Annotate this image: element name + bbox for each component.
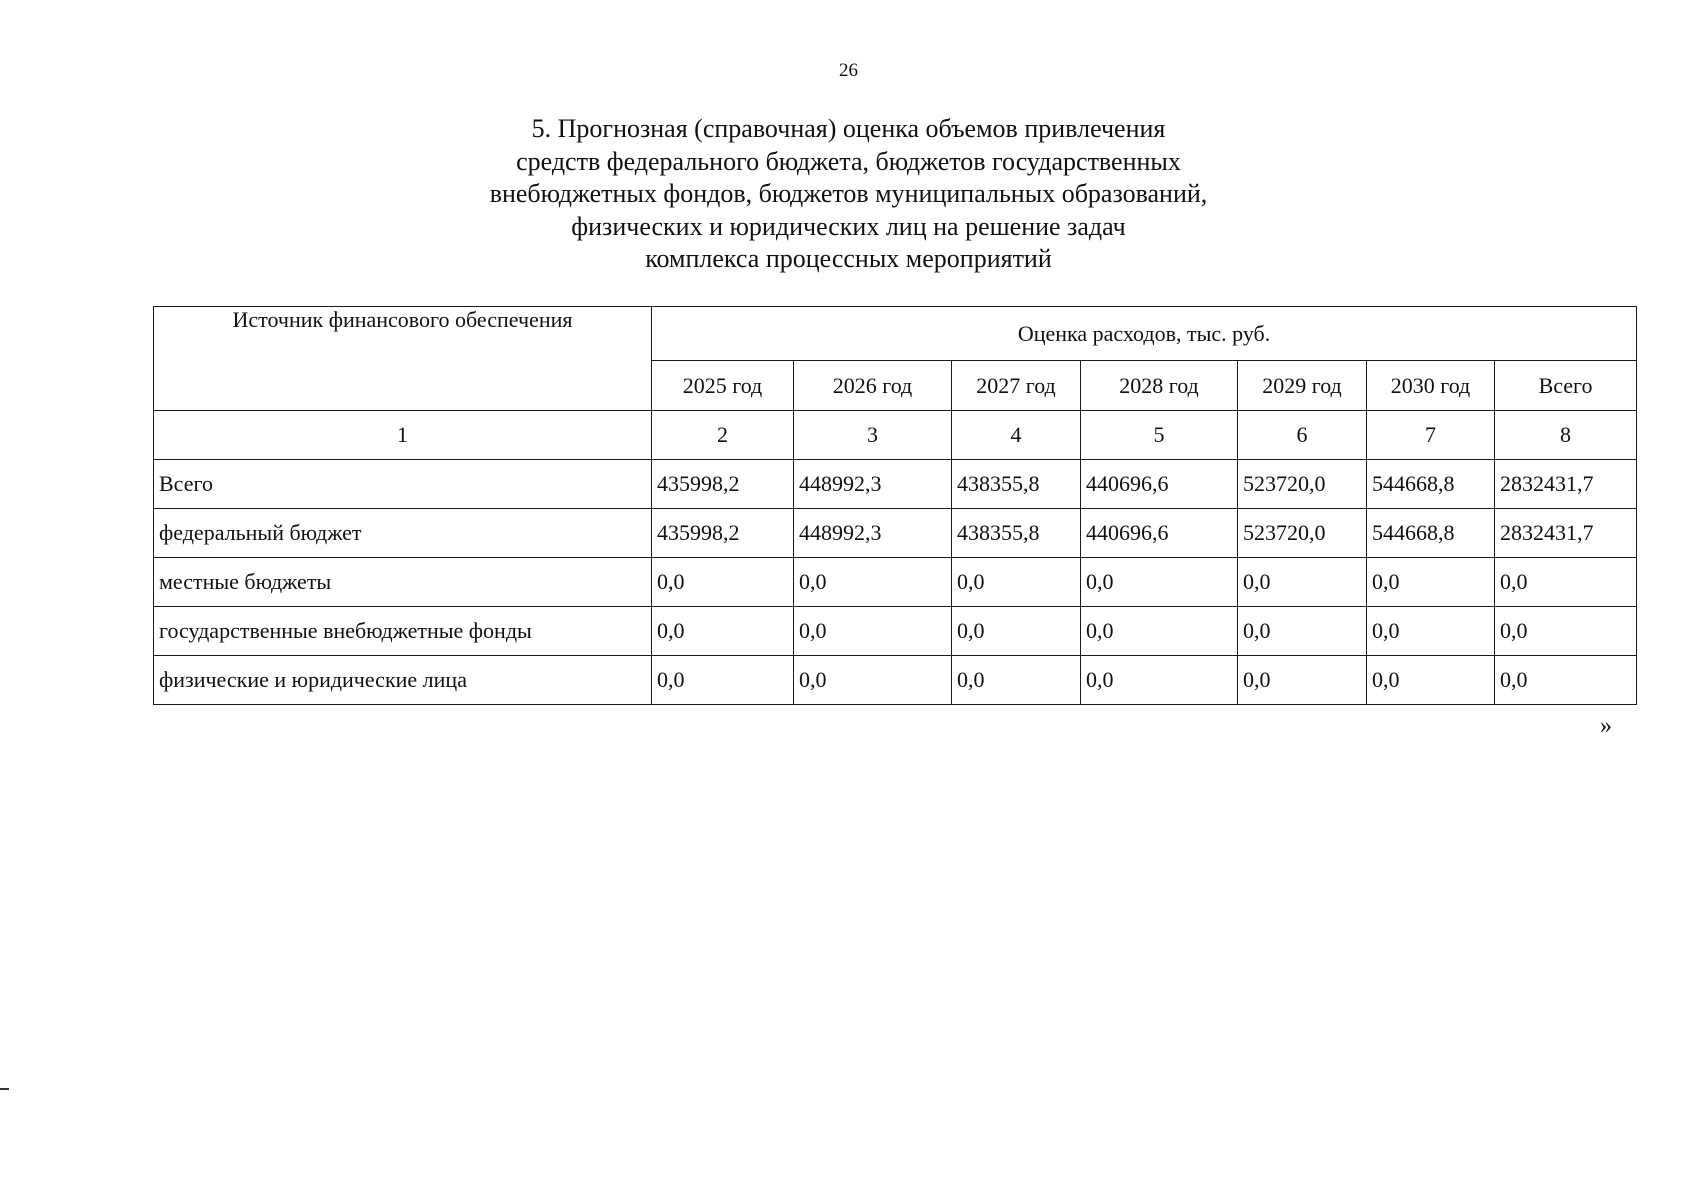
estimate-column-header: Оценка расходов, тыс. руб. xyxy=(652,307,1637,361)
title-line: внебюджетных фондов, бюджетов муниципальных образований, xyxy=(489,179,1208,208)
total-cell: 0,0 xyxy=(1495,558,1637,607)
total-cell: 0,0 xyxy=(1495,656,1637,705)
header-row xyxy=(154,307,1637,361)
source-cell: местные бюджеты xyxy=(154,558,652,607)
year-header: 2029 год xyxy=(1238,361,1367,411)
value-cell: 0,0 xyxy=(1238,558,1367,607)
value-cell: 0,0 xyxy=(794,558,952,607)
value-cell: 523720,0 xyxy=(1238,460,1367,509)
value-cell: 0,0 xyxy=(1367,656,1495,705)
value-cell: 0,0 xyxy=(1081,607,1238,656)
title-line: 5. Прогнозная (справочная) оценка объемов привлечения xyxy=(531,114,1166,143)
value-cell: 544668,8 xyxy=(1367,460,1495,509)
source-column-header: Источник финансового обеспечения xyxy=(154,307,652,411)
source-cell: федеральный бюджет xyxy=(154,509,652,558)
page-number: 26 xyxy=(839,60,858,81)
table-row xyxy=(154,607,1637,656)
value-cell: 0,0 xyxy=(652,558,794,607)
value-cell: 438355,8 xyxy=(952,460,1081,509)
title-line: комплекса процессных мероприятий xyxy=(645,244,1052,273)
value-cell: 0,0 xyxy=(952,656,1081,705)
column-number: 3 xyxy=(794,411,952,460)
column-number-row xyxy=(154,411,1637,460)
column-number: 2 xyxy=(652,411,794,460)
column-number: 1 xyxy=(154,411,652,460)
value-cell: 0,0 xyxy=(1081,656,1238,705)
year-header: 2030 год xyxy=(1367,361,1495,411)
value-cell: 438355,8 xyxy=(952,509,1081,558)
value-cell: 0,0 xyxy=(794,607,952,656)
source-cell: физические и юридические лица xyxy=(154,656,652,705)
column-number: 5 xyxy=(1081,411,1238,460)
value-cell: 0,0 xyxy=(1238,656,1367,705)
value-cell: 448992,3 xyxy=(794,460,952,509)
title-line: физических и юридических лиц на решение задач xyxy=(571,211,1126,241)
value-cell: 435998,2 xyxy=(652,509,794,558)
year-header: 2025 год xyxy=(652,361,794,411)
total-cell: 0,0 xyxy=(1495,607,1637,656)
table-row xyxy=(154,509,1637,558)
value-cell: 0,0 xyxy=(652,656,794,705)
value-cell: 448992,3 xyxy=(794,509,952,558)
year-header: 2027 год xyxy=(952,361,1081,411)
value-cell: 440696,6 xyxy=(1081,460,1238,509)
value-cell: 0,0 xyxy=(952,607,1081,656)
table-row xyxy=(154,460,1637,509)
value-cell: 523720,0 xyxy=(1238,509,1367,558)
year-header: 2026 год xyxy=(794,361,952,411)
title-line: средств федерального бюджета, бюджетов государственных xyxy=(516,146,1181,176)
table-row xyxy=(154,656,1637,705)
section-title xyxy=(0,113,1697,276)
column-number: 8 xyxy=(1495,411,1637,460)
value-cell: 0,0 xyxy=(952,558,1081,607)
financing-table xyxy=(153,306,1637,705)
total-header: Всего xyxy=(1495,361,1637,411)
closing-quote: » xyxy=(1600,713,1612,739)
total-cell: 2832431,7 xyxy=(1495,460,1637,509)
column-number: 4 xyxy=(952,411,1081,460)
column-number: 6 xyxy=(1238,411,1367,460)
source-cell: государственные внебюджетные фонды xyxy=(154,607,652,656)
value-cell: 0,0 xyxy=(1367,607,1495,656)
total-cell: 2832431,7 xyxy=(1495,509,1637,558)
column-number: 7 xyxy=(1367,411,1495,460)
value-cell: 0,0 xyxy=(1367,558,1495,607)
value-cell: 0,0 xyxy=(1081,558,1238,607)
scan-margin-mark xyxy=(0,1088,9,1090)
table-row xyxy=(154,558,1637,607)
year-header: 2028 год xyxy=(1081,361,1238,411)
value-cell: 0,0 xyxy=(1238,607,1367,656)
value-cell: 544668,8 xyxy=(1367,509,1495,558)
value-cell: 0,0 xyxy=(652,607,794,656)
source-cell: Всего xyxy=(154,460,652,509)
value-cell: 435998,2 xyxy=(652,460,794,509)
value-cell: 0,0 xyxy=(794,656,952,705)
value-cell: 440696,6 xyxy=(1081,509,1238,558)
